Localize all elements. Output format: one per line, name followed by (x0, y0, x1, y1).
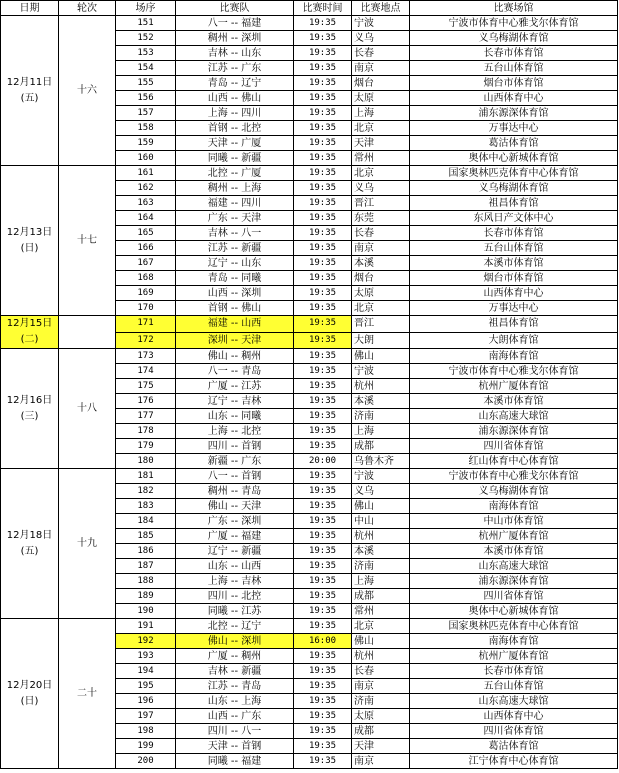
table-row (1, 316, 618, 333)
time-cell: 19:35 (294, 469, 352, 484)
venue-cell: 长春市体育馆 (410, 226, 618, 241)
city-cell: 义乌 (352, 31, 410, 46)
game-number-cell: 153 (116, 46, 176, 61)
venue-cell: 南海体育馆 (410, 349, 618, 364)
city-cell: 晋江 (352, 196, 410, 211)
teams-cell: 佛山 -- 深圳 (176, 634, 294, 649)
header-round: 轮次 (59, 1, 116, 16)
teams-cell: 同曦 -- 江苏 (176, 604, 294, 619)
time-cell: 19:35 (294, 106, 352, 121)
city-cell: 济南 (352, 409, 410, 424)
city-cell: 长春 (352, 226, 410, 241)
venue-cell: 本溪市体育馆 (410, 394, 618, 409)
time-cell: 19:35 (294, 121, 352, 136)
teams-cell: 稠州 -- 青岛 (176, 484, 294, 499)
time-cell: 19:35 (294, 91, 352, 106)
city-cell: 本溪 (352, 394, 410, 409)
time-cell: 16:00 (294, 634, 352, 649)
venue-cell: 奥体中心新城体育馆 (410, 151, 618, 166)
time-cell: 19:35 (294, 256, 352, 271)
time-cell: 19:35 (294, 754, 352, 769)
venue-cell: 四川省体育馆 (410, 439, 618, 454)
teams-cell: 佛山 -- 稠州 (176, 349, 294, 364)
table-row (1, 166, 618, 181)
venue-cell: 国家奥林匹克体育中心体育馆 (410, 166, 618, 181)
teams-cell: 辽宁 -- 吉林 (176, 394, 294, 409)
city-cell: 宁波 (352, 469, 410, 484)
venue-cell: 四川省体育馆 (410, 589, 618, 604)
time-cell: 19:35 (294, 439, 352, 454)
game-number-cell: 189 (116, 589, 176, 604)
teams-cell: 青岛 -- 辽宁 (176, 76, 294, 91)
round-cell: 十九 (59, 469, 116, 619)
header-date: 日期 (1, 1, 59, 16)
game-number-cell: 152 (116, 31, 176, 46)
game-number-cell: 191 (116, 619, 176, 634)
city-cell: 成都 (352, 724, 410, 739)
venue-cell: 中山市体育馆 (410, 514, 618, 529)
game-number-cell: 199 (116, 739, 176, 754)
date-label: 12月15日 (6, 318, 53, 329)
teams-cell: 山东 -- 同曦 (176, 409, 294, 424)
time-cell: 19:35 (294, 364, 352, 379)
city-cell: 天津 (352, 136, 410, 151)
venue-cell: 本溪市体育馆 (410, 256, 618, 271)
venue-cell: 义乌梅湖体育馆 (410, 31, 618, 46)
city-cell: 北京 (352, 301, 410, 316)
teams-cell: 天津 -- 首钢 (176, 739, 294, 754)
game-number-cell: 185 (116, 529, 176, 544)
city-cell: 南京 (352, 754, 410, 769)
time-cell: 19:35 (294, 316, 352, 333)
game-number-cell: 162 (116, 181, 176, 196)
teams-cell: 八一 -- 青岛 (176, 364, 294, 379)
teams-cell: 青岛 -- 同曦 (176, 271, 294, 286)
teams-cell: 北控 -- 辽宁 (176, 619, 294, 634)
venue-cell: 万事达中心 (410, 301, 618, 316)
venue-cell: 义乌梅湖体育馆 (410, 484, 618, 499)
city-cell: 南京 (352, 61, 410, 76)
city-cell: 常州 (352, 604, 410, 619)
teams-cell: 广东 -- 深圳 (176, 514, 294, 529)
game-number-cell: 154 (116, 61, 176, 76)
teams-cell: 吉林 -- 八一 (176, 226, 294, 241)
teams-cell: 吉林 -- 新疆 (176, 664, 294, 679)
round-cell: 十八 (59, 349, 116, 469)
teams-cell: 新疆 -- 广东 (176, 454, 294, 469)
city-cell: 太原 (352, 709, 410, 724)
time-cell: 19:35 (294, 574, 352, 589)
venue-cell: 山西体育中心 (410, 91, 618, 106)
venue-cell: 五台山体育馆 (410, 679, 618, 694)
city-cell: 上海 (352, 574, 410, 589)
game-number-cell: 200 (116, 754, 176, 769)
time-cell: 19:35 (294, 211, 352, 226)
teams-cell: 福建 -- 山西 (176, 316, 294, 333)
round-cell (59, 316, 116, 349)
venue-cell: 奥体中心新城体育馆 (410, 604, 618, 619)
weekday-label: (日) (20, 695, 39, 707)
city-cell: 义乌 (352, 484, 410, 499)
city-cell: 上海 (352, 424, 410, 439)
game-number-cell: 173 (116, 349, 176, 364)
game-number-cell: 181 (116, 469, 176, 484)
game-number-cell: 177 (116, 409, 176, 424)
header-game-number: 场序 (116, 1, 176, 16)
game-number-cell: 172 (116, 332, 176, 349)
teams-cell: 八一 -- 福建 (176, 16, 294, 31)
teams-cell: 广厦 -- 江苏 (176, 379, 294, 394)
venue-cell: 红山体育中心体育馆 (410, 454, 618, 469)
time-cell: 19:35 (294, 529, 352, 544)
teams-cell: 上海 -- 北控 (176, 424, 294, 439)
time-cell: 19:35 (294, 394, 352, 409)
city-cell: 北京 (352, 619, 410, 634)
game-number-cell: 170 (116, 301, 176, 316)
time-cell: 19:35 (294, 349, 352, 364)
teams-cell: 江苏 -- 新疆 (176, 241, 294, 256)
time-cell: 19:35 (294, 694, 352, 709)
weekday-label: (三) (20, 410, 39, 422)
game-number-cell: 167 (116, 256, 176, 271)
teams-cell: 山西 -- 深圳 (176, 286, 294, 301)
venue-cell: 五台山体育馆 (410, 61, 618, 76)
round-cell: 二十 (59, 619, 116, 769)
time-cell: 19:35 (294, 76, 352, 91)
teams-cell: 上海 -- 四川 (176, 106, 294, 121)
teams-cell: 山东 -- 上海 (176, 694, 294, 709)
venue-cell: 义乌梅湖体育馆 (410, 181, 618, 196)
teams-cell: 稠州 -- 上海 (176, 181, 294, 196)
time-cell: 20:00 (294, 454, 352, 469)
time-cell: 19:35 (294, 649, 352, 664)
game-number-cell: 192 (116, 634, 176, 649)
city-cell: 南京 (352, 241, 410, 256)
teams-cell: 同曦 -- 新疆 (176, 151, 294, 166)
time-cell: 19:35 (294, 241, 352, 256)
venue-cell: 杭州广厦体育馆 (410, 529, 618, 544)
time-cell: 19:35 (294, 301, 352, 316)
table-row (1, 469, 618, 484)
venue-cell: 杭州广厦体育馆 (410, 649, 618, 664)
city-cell: 成都 (352, 589, 410, 604)
game-number-cell: 157 (116, 106, 176, 121)
teams-cell: 福建 -- 四川 (176, 196, 294, 211)
header-time: 比赛时间 (294, 1, 352, 16)
time-cell: 19:35 (294, 181, 352, 196)
game-number-cell: 161 (116, 166, 176, 181)
game-number-cell: 160 (116, 151, 176, 166)
teams-cell: 四川 -- 首钢 (176, 439, 294, 454)
city-cell: 佛山 (352, 349, 410, 364)
game-number-cell: 186 (116, 544, 176, 559)
teams-cell: 上海 -- 吉林 (176, 574, 294, 589)
time-cell: 19:35 (294, 61, 352, 76)
game-number-cell: 198 (116, 724, 176, 739)
venue-cell: 山东高速大球馆 (410, 559, 618, 574)
game-number-cell: 196 (116, 694, 176, 709)
game-number-cell: 158 (116, 121, 176, 136)
time-cell: 19:35 (294, 271, 352, 286)
venue-cell: 祖昌体育馆 (410, 316, 618, 333)
time-cell: 19:35 (294, 484, 352, 499)
venue-cell: 本溪市体育馆 (410, 544, 618, 559)
teams-cell: 稠州 -- 深圳 (176, 31, 294, 46)
venue-cell: 五台山体育馆 (410, 241, 618, 256)
city-cell: 常州 (352, 151, 410, 166)
city-cell: 佛山 (352, 634, 410, 649)
game-number-cell: 156 (116, 91, 176, 106)
game-number-cell: 179 (116, 439, 176, 454)
teams-cell: 深圳 -- 天津 (176, 332, 294, 349)
time-cell: 19:35 (294, 544, 352, 559)
city-cell: 北京 (352, 166, 410, 181)
round-cell: 十七 (59, 166, 116, 316)
venue-cell: 烟台市体育馆 (410, 76, 618, 91)
schedule-body (1, 16, 618, 769)
city-cell: 大朗 (352, 332, 410, 349)
city-cell: 杭州 (352, 529, 410, 544)
weekday-label: (日) (20, 242, 39, 254)
city-cell: 乌鲁木齐 (352, 454, 410, 469)
teams-cell: 八一 -- 首钢 (176, 469, 294, 484)
venue-cell: 大朗体育馆 (410, 332, 618, 349)
game-number-cell: 171 (116, 316, 176, 333)
teams-cell: 天津 -- 广厦 (176, 136, 294, 151)
time-cell: 19:35 (294, 31, 352, 46)
game-number-cell: 178 (116, 424, 176, 439)
teams-cell: 四川 -- 八一 (176, 724, 294, 739)
venue-cell: 宁波市体育中心雅戈尔体育馆 (410, 469, 618, 484)
teams-cell: 江苏 -- 青岛 (176, 679, 294, 694)
teams-cell: 北控 -- 广厦 (176, 166, 294, 181)
venue-cell: 长春市体育馆 (410, 46, 618, 61)
game-number-cell: 164 (116, 211, 176, 226)
table-row (1, 619, 618, 634)
venue-cell: 宁波市体育中心雅戈尔体育馆 (410, 16, 618, 31)
date-cell (1, 619, 59, 769)
time-cell: 19:35 (294, 151, 352, 166)
date-label: 12月13日 (6, 226, 53, 238)
weekday-label: (二) (20, 334, 39, 345)
city-cell: 太原 (352, 286, 410, 301)
game-number-cell: 197 (116, 709, 176, 724)
time-cell: 19:35 (294, 332, 352, 349)
venue-cell: 山西体育中心 (410, 286, 618, 301)
venue-cell: 山东高速大球馆 (410, 694, 618, 709)
time-cell: 19:35 (294, 664, 352, 679)
venue-cell: 国家奥林匹克体育中心体育馆 (410, 619, 618, 634)
teams-cell: 四川 -- 北控 (176, 589, 294, 604)
time-cell: 19:35 (294, 196, 352, 211)
time-cell: 19:35 (294, 16, 352, 31)
game-number-cell: 169 (116, 286, 176, 301)
city-cell: 宁波 (352, 16, 410, 31)
time-cell: 19:35 (294, 604, 352, 619)
teams-cell: 同曦 -- 福建 (176, 754, 294, 769)
table-row (1, 349, 618, 364)
city-cell: 东莞 (352, 211, 410, 226)
game-number-cell: 174 (116, 364, 176, 379)
teams-cell: 佛山 -- 天津 (176, 499, 294, 514)
date-label: 12月18日 (6, 529, 53, 541)
date-cell (1, 316, 59, 349)
city-cell: 晋江 (352, 316, 410, 333)
venue-cell: 南海体育馆 (410, 634, 618, 649)
game-number-cell: 193 (116, 649, 176, 664)
teams-cell: 山西 -- 广东 (176, 709, 294, 724)
time-cell: 19:35 (294, 226, 352, 241)
weekday-label: (五) (20, 92, 39, 104)
city-cell: 佛山 (352, 499, 410, 514)
venue-cell: 葛沽体育馆 (410, 739, 618, 754)
time-cell: 19:35 (294, 499, 352, 514)
time-cell: 19:35 (294, 589, 352, 604)
teams-cell: 广厦 -- 稠州 (176, 649, 294, 664)
date-cell (1, 16, 59, 166)
date-label: 12月20日 (6, 679, 53, 691)
header-row (1, 1, 618, 16)
game-number-cell: 166 (116, 241, 176, 256)
time-cell: 19:35 (294, 679, 352, 694)
venue-cell: 宁波市体育中心雅戈尔体育馆 (410, 364, 618, 379)
city-cell: 长春 (352, 664, 410, 679)
venue-cell: 万事达中心 (410, 121, 618, 136)
game-number-cell: 194 (116, 664, 176, 679)
time-cell: 19:35 (294, 409, 352, 424)
city-cell: 长春 (352, 46, 410, 61)
game-number-cell: 184 (116, 514, 176, 529)
time-cell: 19:35 (294, 709, 352, 724)
city-cell: 北京 (352, 121, 410, 136)
teams-cell: 辽宁 -- 山东 (176, 256, 294, 271)
city-cell: 本溪 (352, 256, 410, 271)
game-number-cell: 176 (116, 394, 176, 409)
venue-cell: 葛沽体育馆 (410, 136, 618, 151)
venue-cell: 江宁体育中心体育馆 (410, 754, 618, 769)
city-cell: 本溪 (352, 544, 410, 559)
game-number-cell: 159 (116, 136, 176, 151)
venue-cell: 南海体育馆 (410, 499, 618, 514)
venue-cell: 浦东源深体育馆 (410, 106, 618, 121)
game-number-cell: 180 (116, 454, 176, 469)
teams-cell: 山西 -- 佛山 (176, 91, 294, 106)
teams-cell: 首钢 -- 北控 (176, 121, 294, 136)
teams-cell: 首钢 -- 佛山 (176, 301, 294, 316)
header-city: 比赛地点 (352, 1, 410, 16)
city-cell: 济南 (352, 694, 410, 709)
city-cell: 济南 (352, 559, 410, 574)
header-teams: 比赛队 (176, 1, 294, 16)
game-number-cell: 188 (116, 574, 176, 589)
time-cell: 19:35 (294, 424, 352, 439)
time-cell: 19:35 (294, 514, 352, 529)
game-number-cell: 168 (116, 271, 176, 286)
venue-cell: 浦东源深体育馆 (410, 424, 618, 439)
teams-cell: 山东 -- 山西 (176, 559, 294, 574)
city-cell: 义乌 (352, 181, 410, 196)
venue-cell: 山东高速大球馆 (410, 409, 618, 424)
time-cell: 19:35 (294, 136, 352, 151)
city-cell: 南京 (352, 679, 410, 694)
game-number-cell: 155 (116, 76, 176, 91)
venue-cell: 祖昌体育馆 (410, 196, 618, 211)
venue-cell: 山西体育中心 (410, 709, 618, 724)
city-cell: 烟台 (352, 271, 410, 286)
venue-cell: 杭州广厦体育馆 (410, 379, 618, 394)
game-number-cell: 163 (116, 196, 176, 211)
round-cell: 十六 (59, 16, 116, 166)
city-cell: 中山 (352, 514, 410, 529)
city-cell: 上海 (352, 106, 410, 121)
time-cell: 19:35 (294, 739, 352, 754)
teams-cell: 广东 -- 天津 (176, 211, 294, 226)
date-cell (1, 469, 59, 619)
venue-cell: 烟台市体育馆 (410, 271, 618, 286)
game-number-cell: 195 (116, 679, 176, 694)
time-cell: 19:35 (294, 724, 352, 739)
header-venue: 比赛场馆 (410, 1, 618, 16)
game-number-cell: 165 (116, 226, 176, 241)
venue-cell: 长春市体育馆 (410, 664, 618, 679)
table-row (1, 16, 618, 31)
city-cell: 太原 (352, 91, 410, 106)
time-cell: 19:35 (294, 379, 352, 394)
teams-cell: 辽宁 -- 新疆 (176, 544, 294, 559)
game-number-cell: 151 (116, 16, 176, 31)
date-label: 12月16日 (6, 394, 53, 406)
venue-cell: 浦东源深体育馆 (410, 574, 618, 589)
time-cell: 19:35 (294, 619, 352, 634)
teams-cell: 江苏 -- 广东 (176, 61, 294, 76)
weekday-label: (五) (20, 545, 39, 557)
game-number-cell: 187 (116, 559, 176, 574)
date-label: 12月11日 (6, 76, 53, 88)
city-cell: 杭州 (352, 649, 410, 664)
date-cell (1, 349, 59, 469)
game-number-cell: 183 (116, 499, 176, 514)
game-number-cell: 182 (116, 484, 176, 499)
date-cell (1, 166, 59, 316)
time-cell: 19:35 (294, 286, 352, 301)
city-cell: 烟台 (352, 76, 410, 91)
venue-cell: 东风日产文体中心 (410, 211, 618, 226)
game-number-cell: 190 (116, 604, 176, 619)
city-cell: 杭州 (352, 379, 410, 394)
venue-cell: 四川省体育馆 (410, 724, 618, 739)
time-cell: 19:35 (294, 559, 352, 574)
time-cell: 19:35 (294, 166, 352, 181)
teams-cell: 广厦 -- 福建 (176, 529, 294, 544)
city-cell: 成都 (352, 439, 410, 454)
teams-cell: 吉林 -- 山东 (176, 46, 294, 61)
game-number-cell: 175 (116, 379, 176, 394)
time-cell: 19:35 (294, 46, 352, 61)
city-cell: 宁波 (352, 364, 410, 379)
city-cell: 天津 (352, 739, 410, 754)
